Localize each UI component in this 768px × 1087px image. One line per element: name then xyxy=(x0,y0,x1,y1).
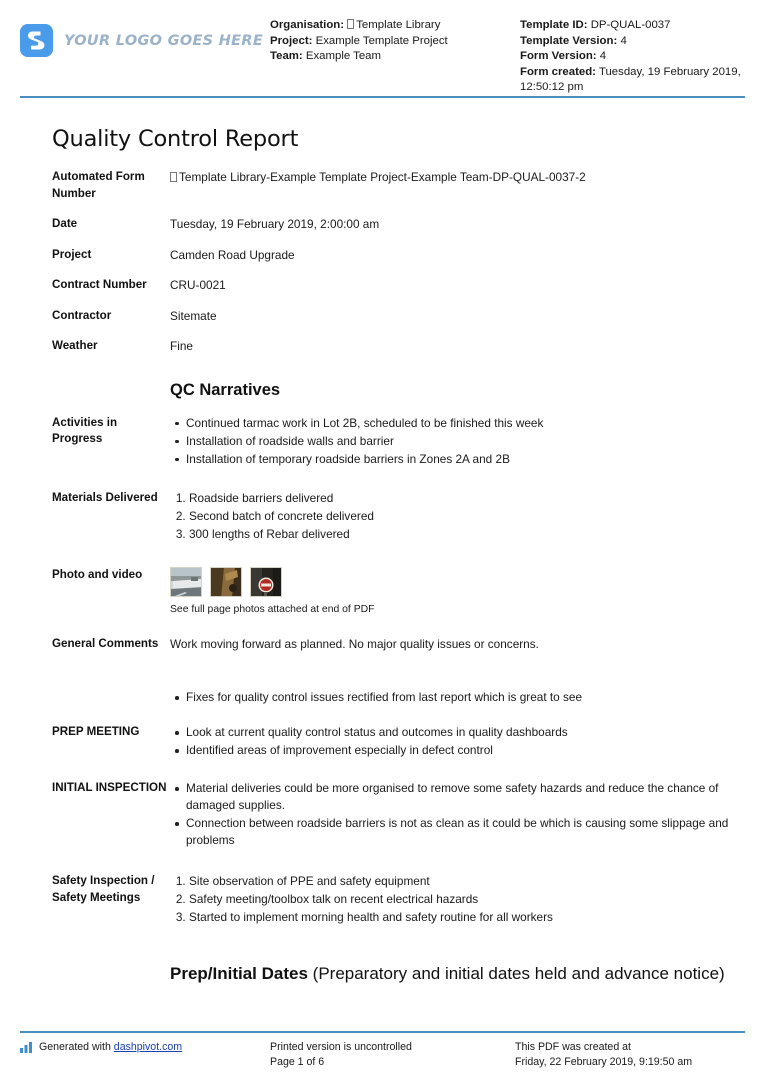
meta-value-form-version: 4 xyxy=(599,50,607,62)
logo-mark-icon xyxy=(20,24,53,57)
missing-glyph-icon xyxy=(170,172,177,182)
field-value-project: Camden Road Upgrade xyxy=(170,247,295,262)
page-header xyxy=(0,0,768,92)
list-item: 3. Started to implement morning health and safety routine for all workers xyxy=(189,909,744,926)
page-footer xyxy=(0,1040,768,1069)
list-item: 2. Safety meeting/toolbox talk on recent electrical hazards xyxy=(189,891,744,908)
field-row-automated-form-number xyxy=(52,168,744,202)
general-comments-list xyxy=(170,689,744,706)
dates-title-rest: (Preparatory and initial dates held and advance notice) xyxy=(307,964,725,983)
meta-label-project: Project: xyxy=(270,34,313,47)
list-item: Installation of roadside walls and barrier xyxy=(186,433,744,450)
list-item: 1. Site observation of PPE and safety equipment xyxy=(189,873,744,890)
field-label-date: Date xyxy=(52,217,78,230)
field-label-weather: Weather xyxy=(52,339,98,352)
field-row-initial-inspection xyxy=(52,779,744,850)
field-label-general-comments: General Comments xyxy=(52,636,159,650)
list-item: Identified areas of improvement especially in defect control xyxy=(186,742,744,759)
header-meta-middle xyxy=(270,14,520,65)
materials-list xyxy=(170,490,744,543)
general-comments-text: Work moving forward as planned. No major quality issues or concerns. xyxy=(170,636,539,651)
field-row-contractor xyxy=(52,307,744,325)
header-divider xyxy=(20,96,745,98)
meta-row-template-id xyxy=(520,18,744,34)
meta-label-form-version: Form Version: xyxy=(520,50,597,62)
header-meta-right xyxy=(520,14,744,96)
meta-value-form-created: Tuesday, 19 February 2019, 12:50:12 pm xyxy=(520,65,741,93)
list-item: 1. Roadside barriers delivered xyxy=(189,490,744,507)
field-label-prep-meeting: PREP MEETING xyxy=(52,725,140,738)
logo-block xyxy=(20,14,270,57)
page-body xyxy=(0,126,768,985)
list-item: Fixes for quality control issues rectified from last report which is great to see xyxy=(186,689,744,706)
list-item: Look at current quality control status and outcomes in quality dashboards xyxy=(186,724,744,741)
initial-inspection-list xyxy=(170,780,744,849)
meta-label-team: Team: xyxy=(270,50,303,62)
field-label-initial-inspection: INITIAL INSPECTION xyxy=(52,781,167,794)
logo-text: YOUR LOGO GOES HERE xyxy=(64,32,264,49)
footer-print-block xyxy=(270,1040,515,1069)
field-value-automated-form-number xyxy=(170,168,744,186)
footer-created-line-1: This PDF was created at xyxy=(515,1041,631,1053)
field-label-automated-form-number: Automated Form Number xyxy=(52,170,145,200)
meta-row-form-version xyxy=(520,49,744,65)
meta-row-team xyxy=(270,49,520,65)
field-row-date xyxy=(52,215,744,233)
footer-generated-block xyxy=(20,1040,270,1069)
meta-value-team: Example Team xyxy=(305,50,382,62)
activities-list xyxy=(170,415,744,468)
meta-row-organisation xyxy=(270,18,520,34)
list-item: Material deliveries could be more organised to remove some safety hazards and reduce the chance of damaged supplies. xyxy=(186,780,744,814)
meta-value-template-version: 4 xyxy=(620,34,627,47)
list-item: 2. Second batch of concrete delivered xyxy=(189,508,744,525)
field-value-contract-number: CRU-0021 xyxy=(170,278,226,292)
photo-thumbnail-machinery[interactable] xyxy=(210,567,242,597)
photo-thumbnail-road[interactable] xyxy=(170,567,202,597)
meta-label-organisation: Organisation: xyxy=(270,19,345,31)
field-label-project: Project xyxy=(52,247,92,261)
dates-title-bold: Prep/Initial Dates xyxy=(170,964,308,983)
meta-row-form-created xyxy=(520,65,744,96)
field-row-prep-meeting xyxy=(52,723,744,760)
footer-generated-prefix: Generated with xyxy=(39,1041,114,1053)
section-title-qc-narratives: QC Narratives xyxy=(170,380,281,399)
meta-value-project: Example Template Project xyxy=(315,34,448,47)
footer-created-block xyxy=(515,1040,744,1069)
photo-caption: See full page photos attached at end of PDF xyxy=(170,603,375,615)
field-row-safety-inspection xyxy=(52,872,744,927)
meta-label-form-created: Form created: xyxy=(520,65,596,78)
list-item: Continued tarmac work in Lot 2B, scheduled to be finished this week xyxy=(186,415,744,432)
meta-row-project xyxy=(270,34,520,50)
safety-list xyxy=(170,873,744,926)
field-row-contract-number xyxy=(52,276,744,294)
prep-meeting-list xyxy=(170,724,744,759)
meta-value-template-id: DP-QUAL-0037 xyxy=(590,19,671,31)
meta-label-template-version: Template Version: xyxy=(520,34,618,47)
page-title: Quality Control Report xyxy=(52,126,299,152)
footer-page-number: Page 1 of 6 xyxy=(270,1055,325,1068)
meta-label-template-id: Template ID: xyxy=(520,19,588,31)
section-title-prep-initial-dates xyxy=(52,963,744,985)
list-item: 3. 300 lengths of Rebar delivered xyxy=(189,526,744,543)
field-label-contractor: Contractor xyxy=(52,308,112,322)
footer-divider xyxy=(20,1031,745,1033)
meta-row-template-version xyxy=(520,34,744,50)
field-label-activities-in-progress: Activities in Progress xyxy=(52,415,118,445)
meta-value-organisation: Template Library xyxy=(356,19,441,31)
field-label-photo-and-video: Photo and video xyxy=(52,567,143,581)
field-value-date: Tuesday, 19 February 2019, 2:00:00 am xyxy=(170,217,380,231)
field-label-spacer xyxy=(52,688,170,689)
footer-printed-line-1: Printed version is uncontrolled xyxy=(270,1041,412,1053)
field-label-safety-inspection: Safety Inspection / Safety Meetings xyxy=(52,874,155,904)
field-row-general-comments xyxy=(52,635,744,653)
field-value-weather: Fine xyxy=(170,339,193,353)
list-item: Connection between roadside barriers is not as clean as it could be which is causing some slippage and problems xyxy=(186,815,744,849)
field-row-weather xyxy=(52,337,744,355)
automated-form-number-text: Template Library-Example Template Project-Example Team-DP-QUAL-0037-2 xyxy=(179,170,586,184)
photo-thumbnail-sign[interactable] xyxy=(250,567,282,597)
field-row-general-comments-bullets xyxy=(52,688,744,707)
field-row-photo-and-video xyxy=(52,566,744,617)
footer-generated-text xyxy=(39,1040,182,1055)
field-row-activities-in-progress xyxy=(52,414,744,469)
field-value-contractor: Sitemate xyxy=(170,308,217,323)
footer-created-line-2: Friday, 22 February 2019, 9:19:50 am xyxy=(515,1055,693,1068)
photo-strip xyxy=(170,567,744,597)
missing-glyph-icon xyxy=(347,19,354,29)
field-row-project xyxy=(52,246,744,264)
dashpivot-link[interactable]: dashpivot.com xyxy=(113,1041,183,1053)
bar-chart-icon xyxy=(20,1040,33,1053)
field-label-materials-delivered: Materials Delivered xyxy=(52,490,158,504)
field-label-contract-number: Contract Number xyxy=(52,278,147,291)
field-row-materials-delivered xyxy=(52,489,744,544)
list-item: Installation of temporary roadside barriers in Zones 2A and 2B xyxy=(186,451,744,468)
